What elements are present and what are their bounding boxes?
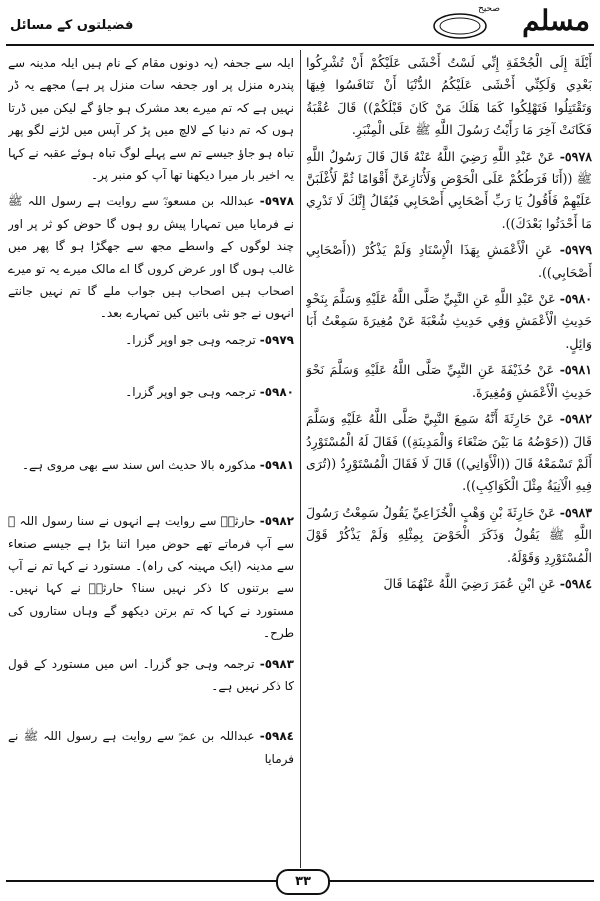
hadith-number: ٥٩٧٩- xyxy=(259,332,294,347)
hadith-translation-text: مذکورہ بالا حدیث اس سند سے بھی مروی ہے۔ xyxy=(21,457,256,472)
hadith-translation xyxy=(8,381,294,403)
hadith-number: ٥٩٨٢- xyxy=(259,514,294,529)
hadith-number: ٥٩٨١- xyxy=(559,362,592,378)
hadith-translation-text: حارثہؓ سے روایت ہے انہوں نے سنا رسول اللہ ﷺ سے آپ فرماتے تھے حوض میرا اتنا بڑا ہے جیسے صنعاء سے مدینہ (ایک مہینہ کی راہ)۔ مستورد نے کہا تم نے آپ سے برتنوں کا ذکر نہیں سنا؟ حارثہؓ نے کہا نہیں۔ مستورد نے کہا کہ تم برتن دیکھو گے وہاں ستاروں کی طرح۔ xyxy=(8,514,294,641)
hadith-number: ٥٩٧٨- xyxy=(559,148,592,164)
hadith-number: ٥٩٨٤- xyxy=(559,575,592,591)
hadith-arabic xyxy=(306,239,592,284)
hadith-arabic-text: عَنْ حُذَيْفَةَ عَنِ النَّبِيِّ صَلَّى اللَّهُ عَلَيْهِ وَسَلَّمَ نَحْوَ حَدِيثِ الْأَعْمَشِ وَمُغِيرَةَ. xyxy=(306,362,592,400)
hadith-arabic xyxy=(306,52,592,142)
hadith-number: ٥٩٧٨- xyxy=(259,194,294,209)
page-number: ۳۳ xyxy=(276,869,330,895)
hadith-translation-text: ترجمہ وہی جو اوپر گزرا۔ xyxy=(125,332,256,347)
hadith-arabic xyxy=(306,573,592,595)
hadith-translation-text: ترجمہ وہی جو گزرا۔ اس میں مستورد کے قول کا ذکر نہیں ہے۔ xyxy=(8,656,294,693)
header-rule xyxy=(6,44,594,46)
hadith-number: ٥٩٨٣- xyxy=(559,504,592,520)
hadith-number: ٥٩٨٣- xyxy=(259,656,294,671)
hadith-number: ٥٩٨٠- xyxy=(259,385,294,400)
hadith-number: ٥٩٧٩- xyxy=(559,242,592,258)
column-divider xyxy=(300,50,301,868)
hadith-arabic xyxy=(306,146,592,236)
hadith-translation xyxy=(8,329,294,351)
hadith-translation xyxy=(8,510,294,644)
hadith-arabic-text: عَنِ الْأَعْمَشِ بِهَذَا الْإِسْنَادِ وَلَمْ يَذْكُرْ ((أَصْحَابِي أَصْحَابِي)). xyxy=(306,242,592,280)
hadith-number: ٥٩٨١- xyxy=(259,457,294,472)
hadith-translation-text: ایلہ سے جحفہ (یہ دونوں مقام کے نام ہیں ایلہ مدینہ سے پندرہ منزل پر اور جحفہ سات منزل پر ہے) مجھے یہ ڈر نہیں ہے کہ تم میرے بعد مشرک ہو جاؤ گے لیکن میں ڈرتا ہوں کہ تم دنیا کے لالچ میں پڑ کر آپس میں لڑنے لگو پھر تباہ ہو جاؤ جیسے تم سے پہلے لوگ تباہ ہوئے عقبہ نے کہا یہ اخیر بار میرا دیکھنا تھا آپ کو منبر پر۔ xyxy=(8,56,294,183)
hadith-translation xyxy=(8,454,294,476)
hadith-arabic xyxy=(306,359,592,404)
book-logo xyxy=(430,4,590,44)
hadith-arabic-text: عَنْ حَارِثَةَ بْنِ وَهْبٍ الْخُزَاعِيِّ يَقُولُ سَمِعْتُ رَسُولَ اللَّهِ ﷺ يَقُولُ وَذَكَرَ الْحَوْضَ بِمِثْلِهِ وَلَمْ يَذْكُرْ قَوْلَ الْمُسْتَوْرِدِ وَقَوْلَهُ. xyxy=(306,504,592,565)
hadith-number: ٥٩٨٠- xyxy=(559,291,592,307)
hadith-arabic-text: أَيْلَةَ إِلَى الْجُحْفَةِ إِنِّي لَسْتُ أَخْشَى عَلَيْكُمْ أَنْ تُشْرِكُوا بَعْدِي وَلَكِنِّي أَخْشَى عَلَيْكُمُ الدُّنْيَا أَنْ تَنَافَسُوا فِيهَا وَتَقْتَتِلُوا فَتَهْلِكُوا كَمَا هَلَكَ مَنْ كَانَ قَبْلَكُمْ)) قَالَ عُقْبَةُ فَكَانَتْ آخِرَ مَا رَأَيْتُ رَسُولَ اللَّهِ ﷺ عَلَى الْمِنْبَرِ. xyxy=(306,55,592,138)
hadith-translation xyxy=(8,653,294,698)
ornament-icon xyxy=(430,10,490,42)
hadith-arabic-text: عَنْ حَارِثَةَ أَنَّهُ سَمِعَ النَّبِيَّ صَلَّى اللَّهُ عَلَيْهِ وَسَلَّمَ قَالَ ((حَوْضُهُ مَا بَيْنَ صَنْعَاءَ وَالْمَدِينَةِ)) فَقَالَ لَهُ الْمُسْتَوْرِدُ أَلَمْ تَسْمَعْهُ قَالَ ((الْأَوَانِي)) قَالَ لَا فَقَالَ الْمُسْتَوْرِدُ ((تُرَى فِيهِ الْآنِيَةُ مِثْلَ الْكَوَاكِبِ)). xyxy=(306,411,592,494)
hadith-translation-text: عبداللہ بن عمرؓ سے روایت ہے رسول اللہ ﷺ نے فرمایا xyxy=(8,729,294,766)
book-title: مسلم xyxy=(522,4,590,37)
page-footer xyxy=(6,866,594,898)
hadith-arabic-text: عَنْ عَبْدِ اللَّهِ رَضِيَ اللَّهُ عَنْهُ قَالَ قَالَ رَسُولُ اللَّهِ ﷺ ((أَنَا فَرَطُكُمْ عَلَى الْحَوْضِ وَلَأُنَازِعَنَّ أَقْوَامًا ثُمَّ لَأُغْلَبَنَّ عَلَيْهِمْ فَأَقُولُ يَا رَبِّ أَصْحَابِي أَصْحَابِي فَيُقَالُ إِنَّكَ لَا تَدْرِي مَا أَحْدَثُوا بَعْدَكَ)). xyxy=(306,148,592,231)
hadith-number: ٥٩٨٤- xyxy=(259,729,294,744)
page-frame xyxy=(6,4,594,897)
hadith-translation xyxy=(8,52,294,186)
arabic-column xyxy=(306,52,592,862)
page-header xyxy=(6,4,594,48)
hadith-arabic xyxy=(306,408,592,498)
book-title-prefix: صحیح xyxy=(478,4,500,14)
hadith-number: ٥٩٨٢- xyxy=(559,411,592,427)
hadith-arabic-text: عَنْ عَبْدِ اللَّهِ عَنِ النَّبِيِّ صَلَّى اللَّهُ عَلَيْهِ وَسَلَّمَ بِنَحْوِ حَدِيثِ الْأَعْمَشِ وَفِي حَدِيثِ شُعْبَةَ عَنْ مُغِيرَةَ سَمِعْتُ أَبَا وَائِلٍ. xyxy=(306,291,592,351)
hadith-arabic-text: عَنِ ابْنِ عُمَرَ رَضِيَ اللَّهُ عَنْهُمَا قَالَ xyxy=(383,575,556,591)
hadith-translation xyxy=(8,725,294,770)
hadith-translation-text: عبداللہ بن مسعودؓ سے روایت ہے رسول اللہ ﷺ نے فرمایا میں تمہارا پیش رو ہوں گا حوض کو ثر پر اور چند لوگوں کے واسطے مجھ سے جھگڑا ہو گا پھر میں غالب ہوں گا اور عرض کروں گا اے مالک میرے یہ تو میرے اصحاب ہیں اصحاب ہیں جواب ملے گا تم نہیں جانتے انہوں نے جو نئی باتیں کیں تمہارے بعد۔ xyxy=(8,194,294,321)
chapter-title: فضیلتوں کے مسائل xyxy=(10,18,134,33)
hadith-arabic xyxy=(306,502,592,569)
hadith-translation xyxy=(8,190,294,324)
hadith-arabic xyxy=(306,288,592,355)
hadith-translation-text: ترجمہ وہی جو اوپر گزرا۔ xyxy=(125,385,256,400)
urdu-translation-column xyxy=(8,52,294,862)
